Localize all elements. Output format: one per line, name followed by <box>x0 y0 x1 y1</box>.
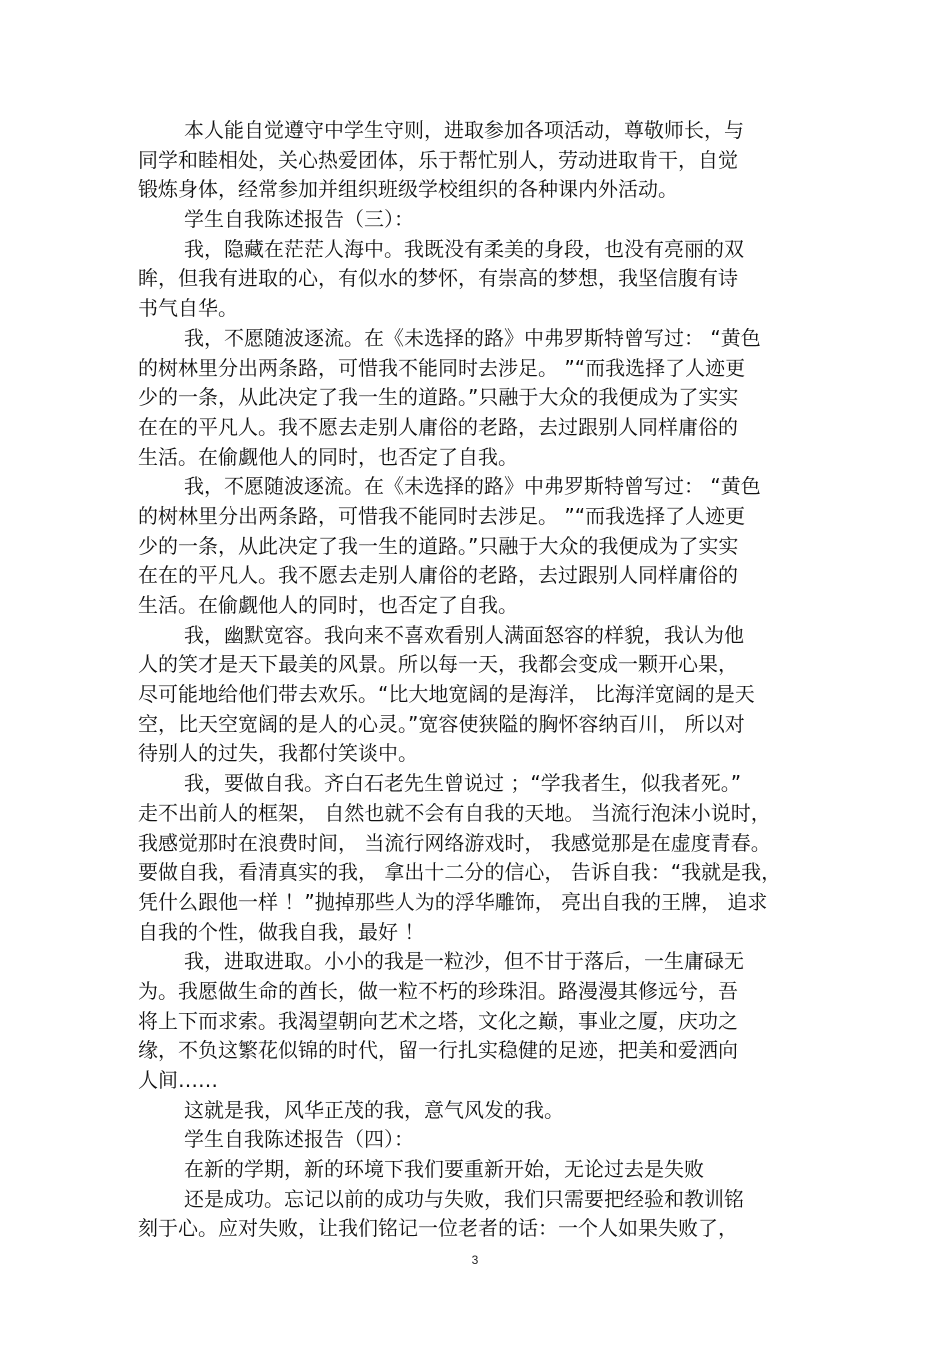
text-line: 自我的个性，做我自我，最好 ！ <box>138 919 425 944</box>
text-line: 的树林里分出两条路，可惜我不能同时去涉足。 ”“而我选择了人迹更 <box>138 503 746 528</box>
text-line: 眸，但我有进取的心，有似水的梦怀，有崇高的梦想，我坚信腹有诗 <box>138 266 738 291</box>
text-line: 本人能自觉遵守中学生守则，进取参加各项活动，尊敬师长，与 <box>184 118 744 142</box>
text-line: 人间…… <box>138 1068 218 1092</box>
text-line: 人的笑才是天下最美的风景。所以每一天，我都会变成一颗开心果， <box>138 652 738 677</box>
text-line: 在在的平凡人。我不愿去走别人庸俗的老路，去过跟别人同样庸俗的 <box>138 414 738 439</box>
text-line: 的树林里分出两条路，可惜我不能同时去涉足。 ”“而我选择了人迹更 <box>138 355 746 380</box>
text-line: 还是成功。忘记以前的成功与失败，我们只需要把经验和教训铭 <box>184 1186 744 1211</box>
text-line: 缘，不负这繁花似锦的时代，留一行扎实稳健的足迹，把美和爱洒向 <box>138 1038 738 1063</box>
text-line: 刻于心。应对失败，让我们铭记一位老者的话：一个人如果失败了， <box>138 1216 738 1241</box>
text-line: 学生自我陈述报告（三）： <box>184 207 414 232</box>
text-line: 我，进取进取。小小的我是一粒沙，但不甘于落后，一生庸碌无 <box>184 949 744 974</box>
text-line: 少的一条，从此决定了我一生的道路。”只融于大众的我便成为了实实 <box>138 385 739 410</box>
text-line: 我，隐藏在茫茫人海中。我既没有柔美的身段，也没有亮丽的双 <box>184 236 744 261</box>
text-line: 我，幽默宽容。我向来不喜欢看别人满面怒容的样貌，我认为他 <box>184 622 744 647</box>
text-line: 同学和睦相处，关心热爱团体，乐于帮忙别人，劳动进取肯干，自觉 <box>138 147 738 172</box>
text-line: 走不出前人的框架， 自然也就不会有自我的天地。 当流行泡沫小说时， <box>138 800 771 825</box>
text-line: 我，不愿随波逐流。在《未选择的路》中弗罗斯特曾写过： “黄色 <box>184 325 761 350</box>
text-line: 我，不愿随波逐流。在《未选择的路》中弗罗斯特曾写过： “黄色 <box>184 474 761 499</box>
text-line: 少的一条，从此决定了我一生的道路。”只融于大众的我便成为了实实 <box>138 533 739 558</box>
text-line: 凭什么跟他一样 ！”抛掉那些人为的浮华雕饰， 亮出自我的王牌， 追求 <box>138 889 768 914</box>
text-line: 空，比天空宽阔的是人的心灵。”宽容使狭隘的胸怀容纳百川， 所以对 <box>138 711 745 736</box>
text-line: 我，要做自我。齐白石老先生曾说过 ；“学我者生，似我者死。” <box>184 771 742 796</box>
text-line: 为。我愿做生命的酋长，做一粒不朽的珍珠泪。路漫漫其修远兮，吾 <box>138 978 738 1003</box>
text-line: 在在的平凡人。我不愿去走别人庸俗的老路，去过跟别人同样庸俗的 <box>138 563 738 588</box>
text-line: 我感觉那时在浪费时间， 当流行网络游戏时， 我感觉那是在虚度青春。 <box>138 830 771 855</box>
text-line: 生活。在偷觑他人的同时，也否定了自我。 <box>138 444 518 469</box>
text-line: 锻炼身体，经常参加并组织班级学校组织的各种课内外活动。 <box>138 177 678 202</box>
document-body <box>138 116 818 1244</box>
text-line: 尽可能地给他们带去欢乐。“比大地宽阔的是海洋， 比海洋宽阔的是天 <box>138 682 755 707</box>
text-line: 这就是我，风华正茂的我，意气风发的我。 <box>184 1097 564 1122</box>
text-line: 学生自我陈述报告（四）： <box>184 1127 414 1152</box>
page-number: 3 <box>471 1253 479 1267</box>
text-line: 在新的学期，新的环境下我们要重新开始，无论过去是失败 <box>184 1157 704 1182</box>
text-line: 待别人的过失，我都付笑谈中。 <box>138 741 418 766</box>
text-line: 书气自华。 <box>138 296 238 321</box>
text-line: 将上下而求索。我渴望朝向艺术之塔，文化之巅，事业之厦，庆功之 <box>138 1008 738 1033</box>
text-line: 生活。在偷觑他人的同时，也否定了自我。 <box>138 593 518 617</box>
text-line: 要做自我，看清真实的我， 拿出十二分的信心， 告诉自我：“我就是我， <box>138 860 782 885</box>
